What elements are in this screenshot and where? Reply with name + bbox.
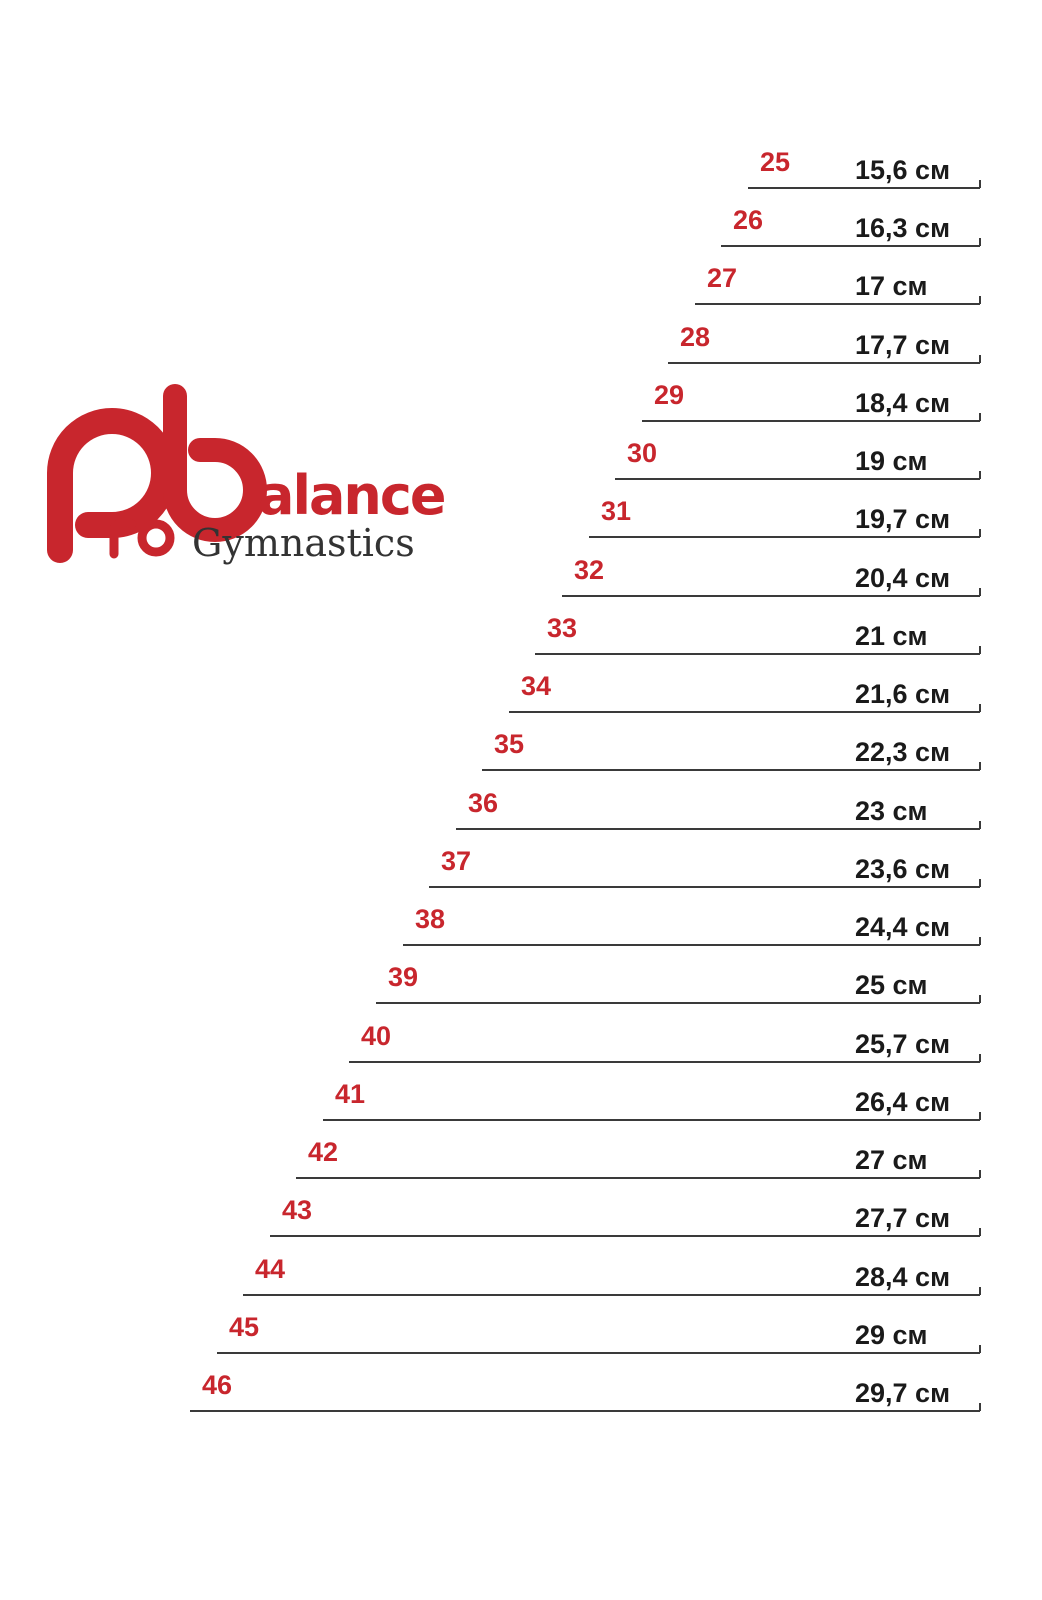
row-underline <box>562 595 980 597</box>
row-underline <box>642 420 980 422</box>
row-end-tick <box>979 471 981 479</box>
row-end-tick <box>979 1054 981 1062</box>
length-label: 19,7 см <box>855 504 951 534</box>
size-label: 36 <box>468 788 499 818</box>
row-underline <box>721 245 980 247</box>
row-underline <box>482 769 980 771</box>
size-label: 39 <box>388 962 419 992</box>
size-label: 37 <box>441 846 472 876</box>
row-end-tick <box>979 1403 981 1411</box>
size-label: 25 <box>760 147 791 177</box>
length-label: 26,4 см <box>855 1087 951 1117</box>
row-end-tick <box>979 646 981 654</box>
row-end-tick <box>979 413 981 421</box>
length-label: 23 см <box>855 796 928 826</box>
length-label: 24,4 см <box>855 912 951 942</box>
row-underline <box>695 303 980 305</box>
size-label: 33 <box>547 613 578 643</box>
size-label: 42 <box>308 1137 339 1167</box>
row-underline <box>243 1294 980 1296</box>
svg-text:Gymnastics: Gymnastics <box>192 521 415 565</box>
length-label: 29,7 см <box>855 1378 951 1408</box>
row-end-tick <box>979 355 981 363</box>
length-label: 22,3 см <box>855 737 951 767</box>
length-label: 19 см <box>855 446 928 476</box>
row-end-tick <box>979 238 981 246</box>
size-label: 31 <box>601 496 632 526</box>
row-end-tick <box>979 180 981 188</box>
row-underline <box>190 1410 980 1412</box>
row-end-tick <box>979 879 981 887</box>
row-underline <box>535 653 980 655</box>
length-label: 28,4 см <box>855 1262 951 1292</box>
size-label: 44 <box>255 1254 286 1284</box>
row-end-tick <box>979 821 981 829</box>
size-label: 45 <box>229 1312 260 1342</box>
size-label: 41 <box>335 1079 366 1109</box>
row-underline <box>403 944 980 946</box>
length-label: 21 см <box>855 621 928 651</box>
size-label: 32 <box>574 555 605 585</box>
length-label: 25,7 см <box>855 1029 951 1059</box>
row-underline <box>456 828 980 830</box>
row-end-tick <box>979 704 981 712</box>
row-underline <box>323 1119 980 1121</box>
row-end-tick <box>979 529 981 537</box>
row-underline <box>349 1061 980 1063</box>
size-label: 40 <box>361 1021 392 1051</box>
size-label: 35 <box>494 729 525 759</box>
length-label: 25 см <box>855 970 928 1000</box>
size-label: 27 <box>707 263 738 293</box>
row-underline <box>217 1352 980 1354</box>
row-underline <box>270 1235 980 1237</box>
row-underline <box>748 187 980 189</box>
row-end-tick <box>979 296 981 304</box>
size-label: 29 <box>654 380 685 410</box>
length-label: 23,6 см <box>855 854 951 884</box>
row-end-tick <box>979 1170 981 1178</box>
size-label: 30 <box>627 438 658 468</box>
row-underline <box>509 711 980 713</box>
row-end-tick <box>979 995 981 1003</box>
length-label: 18,4 см <box>855 388 951 418</box>
length-label: 17 см <box>855 271 928 301</box>
row-end-tick <box>979 1345 981 1353</box>
length-label: 15,6 см <box>855 155 951 185</box>
row-end-tick <box>979 937 981 945</box>
svg-text:alance: alance <box>258 464 445 527</box>
length-label: 20,4 см <box>855 563 951 593</box>
row-end-tick <box>979 1287 981 1295</box>
size-label: 43 <box>282 1195 313 1225</box>
row-underline <box>589 536 980 538</box>
size-label: 26 <box>733 205 764 235</box>
length-label: 27 см <box>855 1145 928 1175</box>
row-underline <box>615 478 980 480</box>
length-label: 29 см <box>855 1320 928 1350</box>
row-end-tick <box>979 588 981 596</box>
length-label: 17,7 см <box>855 330 951 360</box>
size-label: 28 <box>680 322 711 352</box>
row-end-tick <box>979 1112 981 1120</box>
length-label: 21,6 см <box>855 679 951 709</box>
row-end-tick <box>979 762 981 770</box>
length-label: 27,7 см <box>855 1203 951 1233</box>
size-label: 38 <box>415 904 446 934</box>
row-underline <box>429 886 980 888</box>
length-label: 16,3 см <box>855 213 951 243</box>
row-underline <box>296 1177 980 1179</box>
size-label: 46 <box>202 1370 233 1400</box>
row-underline <box>668 362 980 364</box>
row-end-tick <box>979 1228 981 1236</box>
row-underline <box>376 1002 980 1004</box>
size-label: 34 <box>521 671 552 701</box>
